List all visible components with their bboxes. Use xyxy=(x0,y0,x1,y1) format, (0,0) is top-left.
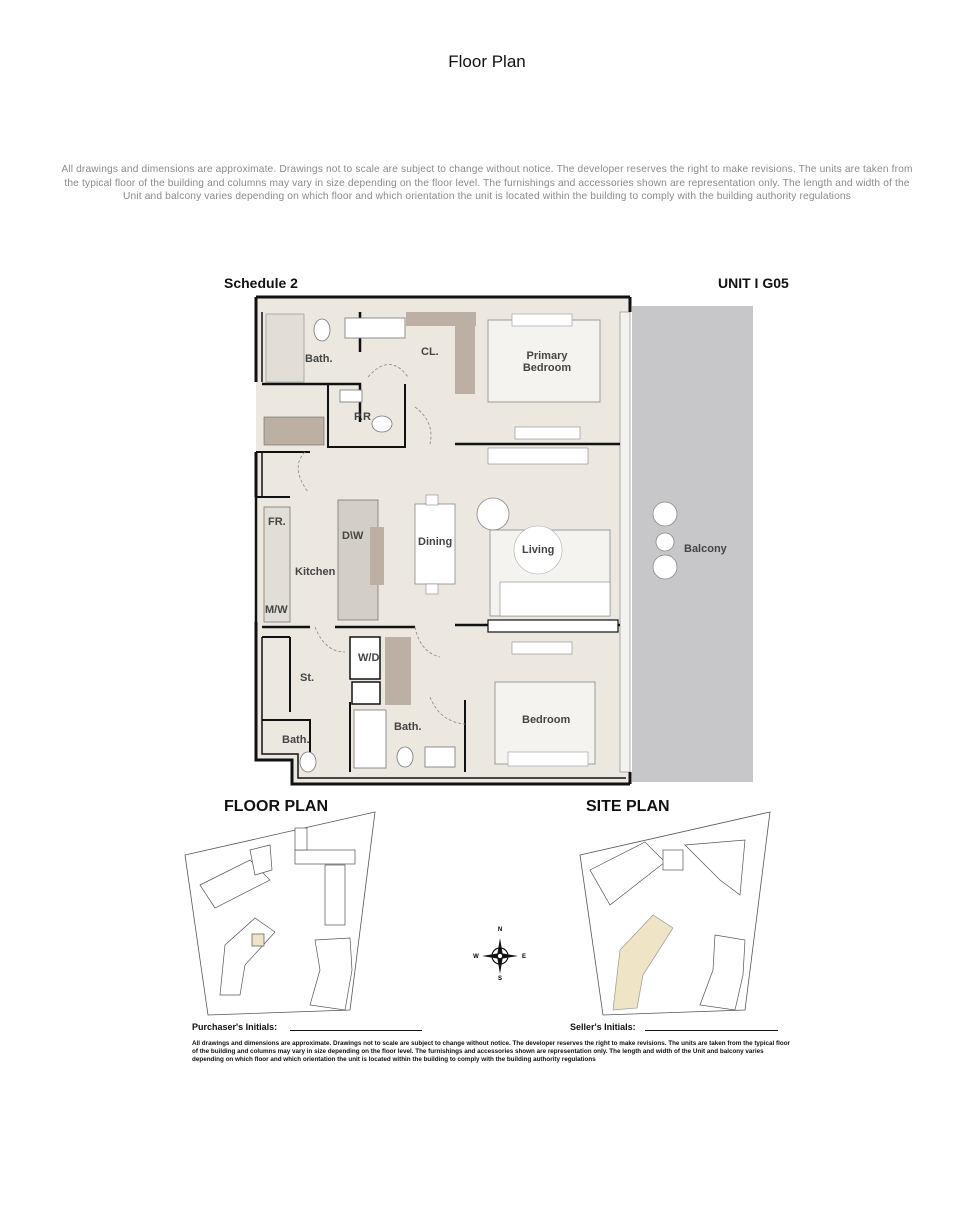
balcony-table xyxy=(656,533,674,551)
purchaser-initials-field[interactable] xyxy=(290,1030,422,1031)
bath-top-toilet xyxy=(314,319,330,341)
site-key-plan xyxy=(575,810,775,1020)
floor-plan-heading: FLOOR PLAN xyxy=(224,798,328,815)
seller-initials-field[interactable] xyxy=(645,1030,778,1031)
bath-top-double-sink xyxy=(345,318,405,338)
entry-cabinet xyxy=(264,417,324,445)
primary-bedroom-line1: Primary xyxy=(526,350,568,362)
lower-cabinet xyxy=(385,637,411,705)
unit-floor-plan xyxy=(250,292,760,792)
living-armchair xyxy=(477,498,509,530)
balcony-chair-2 xyxy=(653,555,677,579)
room-label-fridge: FR. xyxy=(268,516,286,528)
bath-mid-tub xyxy=(354,710,386,768)
room-label-powder-room: P.R xyxy=(354,411,371,423)
page-title: Floor Plan xyxy=(448,52,526,71)
powder-room-toilet xyxy=(372,416,392,432)
floor-key-plan-tower-north xyxy=(200,828,355,925)
room-label-bedroom: Bedroom xyxy=(522,714,571,726)
room-label-primary-bedroom xyxy=(519,350,575,374)
compass-east: E xyxy=(521,954,527,960)
room-label-closet: CL. xyxy=(421,346,439,358)
schedule-label: Schedule 2 xyxy=(224,275,298,291)
site-key-plan-tower-north xyxy=(590,840,745,905)
compass-icon xyxy=(472,924,528,980)
floor-key-plan-tower-east xyxy=(310,938,352,1010)
disclaimer-bottom: All drawings and dimensions are approximate. Drawings not to scale are subject to change without notice. The developer reserves the right to make revisions. The units are taken from the typical floor of the building and columns may vary in size depending on the floor level. The furnishings and accessories shown are representation only. The length and width of the Unit and balcony varies depending on which floor and which orientation the unit is located within the building to comply with the building authority regulations xyxy=(192,1040,791,1064)
room-label-bath-top: Bath. xyxy=(305,353,333,365)
balcony-chair-1 xyxy=(653,502,677,526)
site-key-plan-tower-east xyxy=(700,935,745,1010)
floor-key-plan-tower-central xyxy=(220,918,275,995)
room-label-storage: St. xyxy=(300,672,315,684)
bath-bottom-toilet xyxy=(300,752,316,772)
floor-key-plan xyxy=(180,810,380,1020)
floor-key-plan-highlight xyxy=(252,934,264,946)
compass-west: W xyxy=(473,954,479,960)
room-label-kitchen: Kitchen xyxy=(295,566,336,578)
room-label-washer-dryer: W/D xyxy=(358,652,380,664)
disclaimer-top: All drawings and dimensions are approximate. Drawings not to scale are subject to change without notice. The developer reserves the right to make revisions. The units are taken from the typical floor of the building and columns may vary in size depending on the floor level. The furnishings and accessories shown are representation only. The length and width of the Unit and balcony varies depending on which floor and which orientation the unit is located within the building to comply with the building authority regulations xyxy=(61,164,913,202)
unit-label: UNIT I G05 xyxy=(718,275,789,291)
room-label-bath-bottom: Bath. xyxy=(282,734,310,746)
seller-initials-label: Seller's Initials: xyxy=(570,1022,636,1032)
bath-top-vanity xyxy=(266,314,304,382)
site-plan-heading: SITE PLAN xyxy=(586,798,670,815)
room-label-living: Living xyxy=(522,544,555,556)
room-label-dining: Dining xyxy=(418,536,453,548)
compass-south: S xyxy=(497,976,503,980)
room-label-dishwasher: D\W xyxy=(342,530,364,542)
site-key-plan-highlight-tower xyxy=(613,915,673,1010)
room-label-balcony: Balcony xyxy=(684,543,727,555)
room-label-microwave: M/W xyxy=(265,604,288,616)
room-label-bath-mid: Bath. xyxy=(394,721,422,733)
purchaser-initials-label: Purchaser's Initials: xyxy=(192,1022,278,1032)
compass-north: N xyxy=(497,927,503,933)
glazing-strip xyxy=(620,312,630,772)
primary-bedroom-line2: Bedroom xyxy=(522,362,572,374)
